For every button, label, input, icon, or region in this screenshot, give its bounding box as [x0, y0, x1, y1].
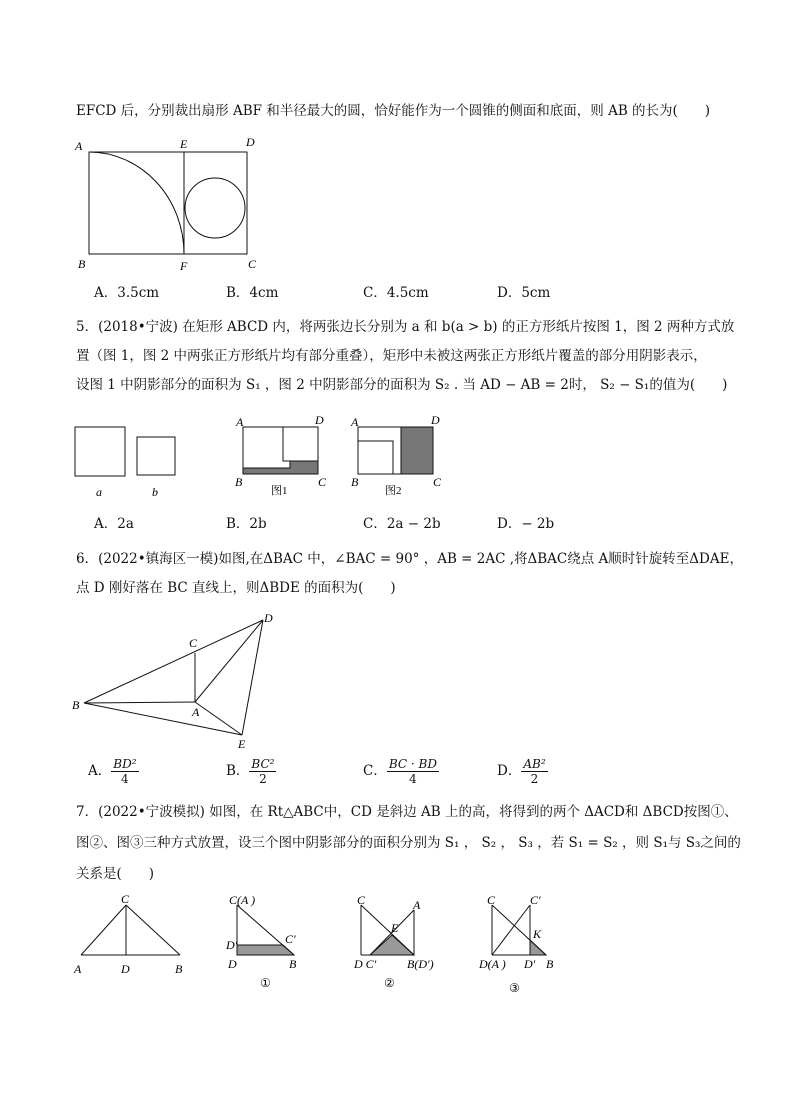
- q6-label-e: E: [238, 737, 246, 751]
- q4-label-d: D: [246, 135, 255, 149]
- q7-text-line2: 图②、图③三种方式放置，设三个图中阴影部分的面积分别为 S₁ ， S₂ ， S₃ ，若 S₁ = S₂ ，则 S₁与 S₃之间的: [76, 835, 741, 851]
- q5-figures: [0, 410, 790, 520]
- q7-fig2-shade: [370, 935, 414, 955]
- q6-option-b-num: BC²: [251, 757, 275, 771]
- q5-fig1-square-b: [283, 427, 318, 461]
- q4-option-d: D．5cm: [497, 285, 551, 301]
- q6-segment-ad: [195, 620, 263, 702]
- q4-option-b: B．4cm: [226, 285, 279, 301]
- q6-text-line2: 点 D 刚好落在 BC 直线上，则ΔBDE 的面积为( ): [76, 580, 396, 596]
- q6-label-d: D: [264, 611, 273, 625]
- q7-fig3-label-da: D(A ): [479, 957, 506, 971]
- q5-text-line2: 置（图 1，图 2 中两张正方形纸片均有部分重叠），矩形中未被这两张正方形纸片覆盖的部分用阴影表示，: [76, 348, 707, 364]
- q7-fig0-label-b: B: [175, 962, 183, 976]
- q7-fig3-number: ③: [509, 981, 520, 995]
- q6-figure: [0, 605, 790, 755]
- q4-text: EFCD 后，分别裁出扇形 ABF 和半径最大的圆，恰好能作为一个圆锥的侧面和底面，则 AB 的长为( ): [76, 103, 711, 119]
- q7-fig0-segment-bc: [126, 905, 180, 955]
- q5-square-a: [75, 427, 125, 476]
- q4-rectangle-abcd: [89, 152, 247, 254]
- q7-fig0-label-a: A: [74, 962, 82, 976]
- q5-option-d: D．− 2b: [497, 516, 555, 532]
- q5-label-a: a: [96, 485, 102, 499]
- q6-option-a: [88, 757, 139, 786]
- q7-fig3-label-b: B: [546, 957, 554, 971]
- q7-text-line3: 关系是( ): [76, 866, 155, 882]
- q5-fig2-shade: [401, 427, 433, 474]
- q6-option-d-den: 2: [530, 772, 539, 786]
- q4-option-a: A．3.5cm: [94, 285, 160, 301]
- q7-text-line1: 7．(2022•宁波模拟) 如图，在 Rt△ABC中，CD 是斜边 AB 上的高，将得到的两个 ΔACD和 ΔBCD按图①、: [76, 804, 738, 820]
- q6-option-c: [363, 757, 439, 786]
- q6-text-line1: 6．(2022•镇海区一模)如图,在ΔBAC 中，∠BAC = 90° ，AB = 2AC ,将ΔBAC绕点 A顺时针旋转至ΔDAE，: [76, 551, 743, 567]
- q5-fig2-label-d: D: [431, 413, 440, 427]
- q6-option-a-num: BD²: [113, 757, 137, 771]
- q5-option-b: B．2b: [226, 516, 267, 532]
- q5-text-line3: 设图 1 中阴影部分的面积为 S₁ ，图 2 中阴影部分的面积为 S₂ . 当 AD − AB = 2时， S₂ − S₁的值为( ): [76, 377, 728, 393]
- q4-option-c: C．4.5cm: [363, 285, 429, 301]
- q4-label-c: C: [248, 257, 257, 271]
- q4-sector-arc: [89, 152, 184, 254]
- q6-option-c-den: 4: [409, 772, 417, 786]
- q6-option-b-den: 2: [259, 772, 267, 786]
- q5-square-b: [137, 437, 175, 475]
- q6-segment-bd: [84, 620, 263, 703]
- q6-segment-de: [242, 620, 263, 735]
- q5-fig1-label-a: A: [236, 415, 244, 429]
- q6-label-b: B: [72, 698, 80, 712]
- q7-fig0-label-c: C: [121, 892, 130, 906]
- q7-fig2-number: ②: [384, 976, 395, 990]
- q7-fig3-label-dp: D′: [524, 957, 536, 971]
- q5-fig2-square-b: [358, 441, 393, 474]
- q6-option-b-prefix: B．: [226, 763, 250, 779]
- q5-fig2-label-b: B: [351, 475, 359, 489]
- q5-text-line1: 5．(2018•宁波) 在矩形 ABCD 内，将两张边长分别为 a 和 b(a > b) 的正方形纸片按图 1，图 2 两种方式放: [76, 319, 735, 335]
- q5-fig2-caption: 图2: [385, 485, 402, 497]
- q7-fig1-label-dp: D′: [226, 938, 238, 952]
- q7-fig1-number: ①: [260, 976, 271, 990]
- q7-fig3-segment-a-cp: [492, 905, 530, 955]
- q6-option-d: [497, 757, 548, 786]
- q5-fig1-label-b: B: [235, 475, 243, 489]
- q7-fig1-shade: [237, 945, 294, 955]
- q6-option-a-den: 4: [121, 772, 129, 786]
- q7-fig1-label-b: B: [289, 957, 297, 971]
- q6-label-a: A: [192, 705, 200, 719]
- q5-option-c: C．2a − 2b: [363, 516, 441, 532]
- q7-fig0-segment-ac: [81, 905, 126, 955]
- q4-label-a: A: [75, 139, 83, 153]
- q5-fig1-caption: 图1: [271, 485, 288, 497]
- q6-segment-be: [84, 703, 242, 735]
- q5-fig2-label-a: A: [351, 415, 359, 429]
- q4-figure: [0, 135, 790, 335]
- q6-label-c: C: [189, 636, 198, 650]
- q5-fig2-label-c: C: [433, 475, 442, 489]
- q5-label-b: b: [152, 485, 158, 499]
- q7-fig3-label-k: K: [533, 927, 542, 941]
- q5-fig1-label-c: C: [318, 475, 327, 489]
- q6-option-b: [226, 757, 276, 786]
- q7-fig1-label-ca: C(A ): [229, 893, 256, 907]
- q7-fig2-label-a: A: [413, 898, 421, 912]
- q4-label-f: F: [180, 259, 188, 273]
- q7-fig1-label-d: D: [228, 957, 237, 971]
- q7-fig2-label-c: C: [357, 893, 366, 907]
- q6-option-d-prefix: D．: [497, 763, 522, 779]
- q7-fig3-label-c: C: [487, 893, 496, 907]
- q7-fig1-label-cp: C′: [285, 932, 296, 946]
- q7-fig0-label-d: D: [121, 962, 130, 976]
- q7-fig2-label-dcp: D C′: [354, 957, 377, 971]
- q7-fig3-label-cp: C′: [530, 893, 541, 907]
- q4-circle: [185, 178, 245, 238]
- q7-fig2-label-e: E: [391, 921, 399, 935]
- q5-option-a: A．2a: [94, 516, 134, 532]
- q6-option-a-prefix: A．: [88, 763, 112, 779]
- q7-fig2-label-bdp: B(D′): [407, 957, 434, 971]
- q5-fig1-label-d: D: [315, 413, 324, 427]
- q6-option-d-num: AB²: [523, 757, 546, 771]
- q6-segment-ba: [84, 702, 195, 703]
- q4-label-e: E: [180, 137, 188, 151]
- q7-figures: [0, 890, 790, 1010]
- q6-option-c-prefix: C．: [363, 763, 387, 779]
- q6-option-c-num: BC · BD: [388, 757, 437, 771]
- q4-label-b: B: [78, 257, 86, 271]
